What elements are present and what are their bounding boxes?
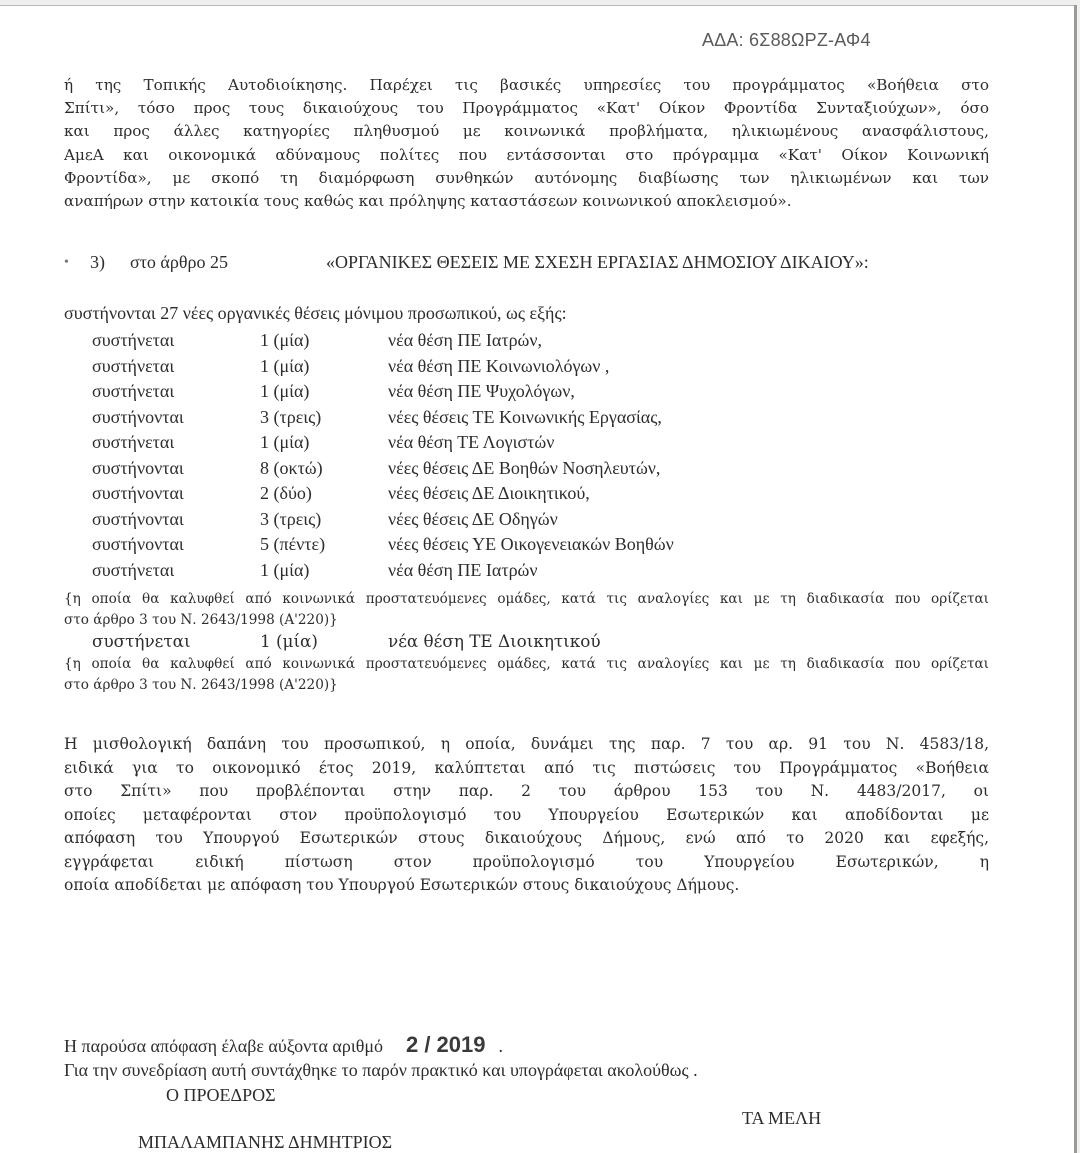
paragraph-line: στο Σπίτι» που προβλέπονται στην παρ. 2 του άρθρου 153 του Ν. 4483/2017, οι (64, 782, 989, 800)
paragraph-line: ΑμεΑ και οικονομικά αδύναμους πολίτες που εντάσσονται στο πρόγραμμα «Κατ' Οίκον Κοινωνική (64, 145, 989, 164)
funding-paragraph (64, 733, 989, 898)
article-ref: στο άρθρο 25 (130, 252, 228, 272)
signing-line: Για την συνεδρίαση αυτή συντάχθηκε το παρόν πρακτικό και υπογράφεται ακολούθως . (64, 1060, 698, 1080)
position-verb: συστήνεται (92, 559, 175, 580)
president-title: Ο ΠΡΟΕΔΡΟΣ (166, 1085, 276, 1105)
position-note (64, 654, 989, 696)
position-desc: νέα θέση ΠΕ Κοινωνιολόγων , (388, 355, 610, 376)
position-verb: συστήνεται (92, 330, 175, 350)
position-desc: νέες θέσεις ΥΕ Οικογενειακών Βοηθών (388, 534, 674, 554)
paragraph-line: ή της Τοπικής Αυτοδιοίκησης. Παρέχει τις βασικές υπηρεσίες του προγράμματος «Βοήθεια στο (64, 76, 989, 94)
position-count: 1 (μία) (260, 631, 318, 651)
position-count: 1 (μία) (260, 432, 310, 452)
position-count: 3 (τρεις) (260, 508, 322, 529)
paragraph-line: ειδικά για το οικονομικό έτος 2019, καλύπτεται από τις πιστώσεις του Προγράμματος «Βοήθεια (64, 758, 989, 777)
position-verb: συστήνεται (92, 381, 175, 401)
position-desc: νέα θέση ΤΕ Διοικητικού (388, 631, 601, 651)
position-verb: συστήνονται (92, 534, 184, 554)
position-verb: συστήνεται (92, 631, 191, 651)
bullet-icon: • (64, 255, 69, 270)
paragraph-line: Φροντίδα», με σκοπό τη διαμόρφωση συνθηκών αυτόνομης διαβίωσης των ηλικιωμένων και των (64, 168, 989, 187)
position-desc: νέα θέση ΠΕ Ιατρών (388, 559, 538, 580)
position-verb: συστήνονται (92, 483, 184, 503)
ada-code: ΑΔΑ: 6Σ88ΩΡΖ-ΑΦ4 (702, 30, 871, 50)
position-verb: συστήνονται (92, 406, 184, 427)
decision-number: 2 / 2019 (405, 1032, 486, 1057)
position-verb: συστήνονται (92, 508, 184, 529)
position-desc: νέα θέση ΤΕ Λογιστών (388, 432, 555, 452)
article-number: 3) (90, 252, 105, 272)
position-count: 1 (μία) (260, 381, 310, 401)
paragraph-line: και προς άλλες κατηγορίες πληθυσμού με κοινωνικά προβλήματα, ηλικιωμένους ανασφάλιστους, (64, 122, 989, 141)
position-verb: συστήνονται (92, 457, 184, 478)
paragraph-line: οποία αποδίδεται με απόφαση του Υπουργού Εσωτερικών στους δικαιούχους Δήμους. (64, 876, 740, 894)
intro-paragraph (64, 74, 989, 213)
scan-top-edge (0, 0, 1080, 6)
position-note (64, 589, 989, 631)
position-count: 5 (πέντε) (260, 534, 326, 554)
note-line: {η οποία θα καλυφθεί από κοινωνικά προστατευόμενες ομάδες, κατά τις αναλογίες και με τη διαδικασία που ορίζεται (64, 591, 989, 607)
position-count: 2 (δύο) (260, 483, 312, 503)
paragraph-line: οποίες μεταφέρονται στον προϋπολογισμό του Υπουργείου Εσωτερικών και αποδίδονται με (64, 805, 989, 824)
paragraph-line: εγγράφεται ειδική πίστωση στον προϋπολογισμό του Υπουργείου Εσωτερικών, η (64, 852, 989, 871)
position-count: 1 (μία) (260, 355, 310, 376)
position-desc: νέες θέσεις ΔΕ Οδηγών (388, 508, 558, 529)
note-line: {η οποία θα καλυφθεί από κοινωνικά προστατευόμενες ομάδες, κατά τις αναλογίες και με τη διαδικασία που ορίζεται (64, 656, 989, 672)
position-desc: νέες θέσεις ΔΕ Βοηθών Νοσηλευτών, (388, 457, 661, 478)
decision-text: Η παρούσα απόφαση έλαβε αύξοντα αριθμό (64, 1036, 383, 1056)
decision-end: . (498, 1036, 503, 1056)
paragraph-line: Η μισθολογική δαπάνη του προσωπικού, η οποία, δυνάμει της παρ. 7 του αρ. 91 του Ν. 4583/18, (64, 735, 989, 753)
note-line: στο άρθρο 3 του Ν. 2643/1998 (Α'220)} (64, 612, 338, 628)
article-title: «ΟΡΓΑΝΙΚΕΣ ΘΕΣΕΙΣ ΜΕ ΣΧΕΣΗ ΕΡΓΑΣΙΑΣ ΔΗΜΟΣΙΟΥ ΔΙΚΑΙΟΥ»: (326, 252, 869, 272)
positions-intro: συστήνονται 27 νέες οργανικές θέσεις μόνιμου προσωπικού, ως εξής: (64, 303, 567, 323)
paragraph-line: Σπίτι», τόσο προς τους δικαιούχους του Προγράμματος «Κατ' Οίκον Φροντίδα Συνταξιούχων», όσο (64, 99, 989, 118)
position-desc: νέες θέσεις ΔΕ Διοικητικού, (388, 483, 590, 503)
position-verb: συστήνεται (92, 355, 175, 376)
president-name: ΜΠΑΛΑΜΠΑΝΗΣ ΔΗΜΗΤΡΙΟΣ (138, 1132, 393, 1152)
paragraph-line: αναπήρων στην κατοικία τους καθώς και πρόληψης καταστάσεων κοινωνικού αποκλεισμού». (64, 192, 792, 211)
position-count: 1 (μία) (260, 330, 310, 350)
position-count: 8 (οκτώ) (260, 457, 323, 478)
position-count: 1 (μία) (260, 559, 310, 580)
decision-line (64, 1032, 503, 1058)
position-count: 3 (τρεις) (260, 406, 322, 427)
position-verb: συστήνεται (92, 432, 175, 452)
note-line: στο άρθρο 3 του Ν. 2643/1998 (Α'220)} (64, 677, 338, 693)
position-desc: νέες θέσεις ΤΕ Κοινωνικής Εργασίας, (388, 406, 662, 427)
members-title: ΤΑ ΜΕΛΗ (742, 1108, 822, 1128)
position-desc: νέα θέση ΠΕ Ψυχολόγων, (388, 381, 575, 401)
paragraph-line: απόφαση του Υπουργού Εσωτερικών στους δικαιούχους Δήμους, ενώ από το 2020 και εφεξής, (64, 829, 989, 847)
position-desc: νέα θέση ΠΕ Ιατρών, (388, 330, 543, 350)
